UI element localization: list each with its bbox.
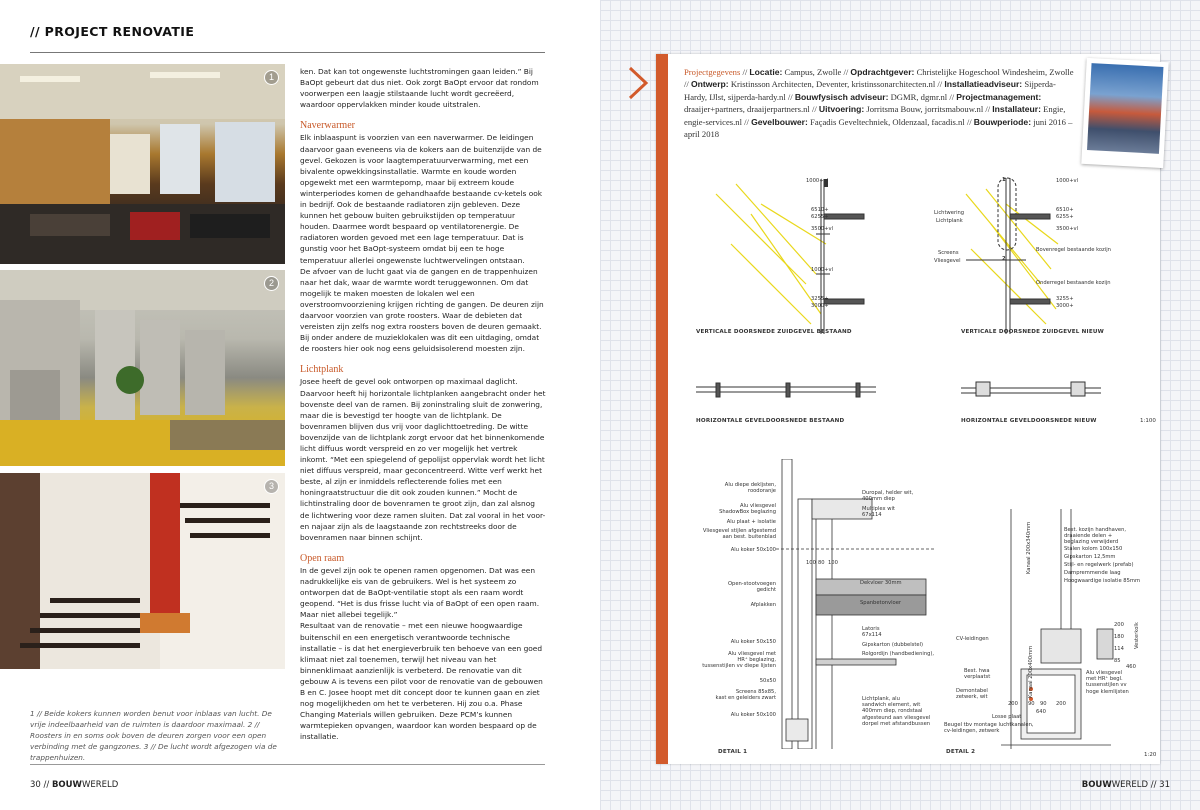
value-projectmanagement: draaijer+partners, draaijerpartners.nl	[684, 104, 810, 115]
detail2-dim: 90	[1040, 701, 1047, 707]
project-info-lead: Projectgegevens	[684, 67, 741, 77]
label-opdrachtgever: Opdrachtgever:	[850, 67, 915, 77]
detail2-dim: 200	[1056, 701, 1066, 707]
drawing-sheet	[656, 54, 1160, 764]
detail1-dim: 80	[818, 560, 825, 566]
title-detail-1: DETAIL 1	[718, 749, 748, 755]
title-detail-2: DETAIL 2	[946, 749, 976, 755]
detail2-label: Stijl- en regelwerk (prefab)	[1064, 562, 1134, 568]
level-label: 3000+	[1056, 303, 1074, 309]
folio-left	[30, 780, 118, 790]
building-photo	[1087, 63, 1163, 154]
detail1-label: Lichtplank, alu sandwich element, wit 400mm diep, rondstaal afgesteund aan vliesgevel dorpel met afstandbussen	[862, 696, 931, 727]
detail2-label: CV-leidingen	[956, 636, 989, 642]
detail2-dim: 85	[1114, 658, 1121, 664]
label-uitvoering: Uitvoering:	[818, 104, 865, 115]
photo-stairwell-illustration	[0, 473, 285, 669]
detail1-label: Alu koker 50x150	[730, 639, 776, 645]
photo-corridor	[0, 270, 285, 466]
detail2-label: Vesterkolk	[1134, 622, 1140, 649]
detail2-label: Best. hwa verplaatst	[964, 668, 991, 681]
page-number-left: 30 //	[30, 780, 52, 790]
detail2-label: Beugel tbv montage luchtkanalen, cv-leidingen, zetwerk	[944, 722, 1034, 735]
marker-2: 2	[1002, 256, 1006, 262]
detail2-label: Gipskarton 12,5mm	[1064, 554, 1116, 560]
detail2-dim: 180	[1114, 634, 1124, 640]
level-label: 3500+vl	[1056, 226, 1079, 232]
detail2-label: Demontabel zetwerk, wit	[956, 688, 988, 701]
heading-naverwarmer: Naverwarmer	[300, 120, 355, 132]
label-onderregel: Onderregel bestaande kozijn	[1036, 280, 1111, 286]
level-label: 3000+	[811, 303, 829, 309]
label-vliesgevel: Vliesgevel	[934, 258, 961, 264]
photo-stairwell	[0, 473, 285, 669]
label-installatieadviseur: Installatieadviseur:	[944, 79, 1023, 90]
paragraph-open-raam-1: In de gevel zijn ook te openen ramen opgenomen. Dat was een nadrukkelijke eis van de gebruikers. Wel is het systeem zo ontworpen dat de BaOpt-ventilatie stopt als een raam wordt geopend. “Het is dus frisse lucht via of BaOpt of een open raam. Maar niet allebei tegelijk.”	[300, 565, 540, 620]
detail1-dim: 100	[828, 560, 838, 566]
photo-number-2: 2	[264, 276, 279, 291]
detail2-dim: 460	[1126, 664, 1136, 670]
detail2-label: Stalen kolom 100x150	[1064, 546, 1123, 552]
level-label: 6255+	[1056, 214, 1074, 220]
photo-office-illustration	[0, 64, 285, 264]
scale-details: 1:20	[1144, 752, 1157, 758]
detail1-label: Multiplex wit 67x114	[862, 506, 895, 519]
detail2-label: Kanaal 200x340mm	[1026, 521, 1032, 574]
label-bouwperiode: Bouwperiode:	[973, 116, 1032, 127]
drawing-horizontal-section-existing	[696, 379, 876, 401]
detail2-dim: 90	[1028, 701, 1035, 707]
title-horizontal-existing: HORIZONTALE GEVELDOORSNEDE BESTAAND	[696, 418, 845, 424]
detail1-label: Open-stootvoegen gedicht	[727, 581, 776, 594]
page-number-right: // 31	[1148, 780, 1170, 790]
level-label: 3500+vl	[811, 226, 834, 232]
footer-rule-left	[30, 764, 545, 765]
value-bouwperiode: juni 2016 – april 2018	[684, 116, 1073, 140]
detail1-label: Alu vliesgevel met HR⁺ beglazing, tussenstijlen vv diepe lijsten	[702, 651, 776, 670]
detail1-label: Alu koker 50x100	[730, 547, 776, 553]
detail1-label: Duropal, helder wit, 400mm diep	[862, 490, 914, 503]
heading-open-raam: Open raam	[300, 552, 345, 564]
detail2-label: Dampremmende laag	[1064, 570, 1121, 576]
heading-lichtplank: Lichtplank	[300, 364, 344, 376]
detail2-label: Hoogwaardige isolatie 85mm	[1064, 578, 1141, 584]
title-horizontal-new: HORIZONTALE GEVELDOORSNEDE NIEUW	[961, 418, 1097, 424]
marker-1: 1	[1002, 177, 1006, 183]
paragraph-lichtplank: Josee heeft de gevel ook ontworpen op maximaal daglicht. Daarvoor heeft hij horizontale lichtplanken aangebracht onder het bovenste deel van de ramen. Bij zoninstraling sluit de zonwering, maar die is bevestigd ter hoogte van de lichtplank. De bovenramen blijven dus vrij voor daglichttoetreding. De witte bovenzijde van de lichtplank zorgt ervoor dat het binnenkomende licht diffuus wordt verspreid en zo ver mogelijk het vertrek inkomt. “Met een spiegelend of gepolijst oppervlak wordt het licht niet diffuus verspreid, maar geconcentreerd. Witte verf werkt het beste, al zijn er inmiddels reflecterende folies met een honingraatstructuur die dit ook zouden kunnen.” Mocht de lichtinstraling door de bovenramen te groot zijn, dan zal alsnog de lichtwering voor deze ramen sluiten. Dat zal vooral in het voor- en najaar zijn als de laagstaande zon rechtstreeks door de bovenramen naar binnen schijnt.	[300, 377, 546, 542]
level-label: 1000+vl	[1056, 178, 1079, 184]
value-installateur: Engie, engie-services.nl	[684, 104, 1066, 127]
magazine-name: WERELD	[81, 780, 119, 790]
detail1-label: Latoris 67x114	[862, 626, 882, 639]
paragraph-naverwarmer-1: Elk inblaaspunt is voorzien van een naverwarmer. De leidingen daarvoor gaan eveneens via de kokers aan de buitenzijde van de gevel. Gekozen is voor laagtemperatuurverwarming, met een bivalente opwekkingsinstallatie. Warmte en koude worden opgewekt met een warmtepomp, maar bij extreem koude winterperiodes komen de gehandhaafde bestaande cv-ketels ook in bedrijf. Ook de bestaande radiatoren zijn gebleven. Deze kunnen het gebouw buiten gebruikstijden op temperatuur houden. Daarmee wordt bespaard op ventilatorenergie. De radiatoren worden gevoed met een lage temperatuur. Dat is gunstig voor het BaOpt-systeem omdat bij een te hoge temperatuur allerlei ongewenste luchtwervelingen ontstaan.	[300, 133, 543, 265]
detail2-dim: 200	[1114, 622, 1124, 628]
value-bouwfysisch: DGMR, dgmr.nl	[890, 91, 948, 102]
accent-bar	[656, 54, 668, 764]
detail1-label: Dekvloer 30mm	[860, 580, 902, 586]
label-screens: Screens	[938, 250, 959, 256]
detail1-dim: 100	[806, 560, 816, 566]
magazine-name-bold: BOUW	[51, 780, 82, 790]
level-label: 6255+	[811, 214, 829, 220]
drawing-vertical-section-new	[946, 174, 1146, 344]
detail1-label: Alu plaat + isolatie	[726, 519, 776, 525]
value-installatieadviseur: Sijperda-Hardy, IJlst, sijperda-hardy.nl	[684, 79, 1056, 102]
value-opdrachtgever: Christelijke Hogeschool Windesheim, Zwolle	[916, 67, 1074, 77]
value-locatie: Campus, Zwolle	[784, 67, 842, 77]
label-lichtplank: Lichtplank	[936, 218, 963, 224]
title-vertical-new: VERTICALE DOORSNEDE ZUIDGEVEL NIEUW	[961, 329, 1104, 335]
article-intro: ken. Dat kan tot ongewenste luchtstromingen gaan leiden.” Bij BaOpt gebeurt dat dus niet. Ook zorgt BaOpt ervoor dat rondom voorwerpen een laagje stilstaande lucht wordt gecreëerd, waardoor oppervlakken minder koude uitstralen.	[300, 67, 539, 110]
value-ontwerp: Kristinsson Architecten, Deventer, kristinssonarchitecten.nl	[730, 79, 936, 90]
level-label: 3255+	[811, 296, 829, 302]
detail2-label: Losse plaat	[992, 714, 1022, 720]
detail1-label: 50x50	[759, 678, 776, 684]
level-label: 1000+vl	[806, 178, 829, 184]
paragraph-naverwarmer-2: De afvoer van de lucht gaat via de gangen en de trappenhuizen naar het dak, waar de warmte wordt teruggewonnen. Om dat mogelijk te maken moesten de lokalen wel een overstroomvoorziening krijgen richting de gangen. De deuren zijn daarvoor voorzien van grote roosters. Waar de debieten dat vereisten zijn zelfs nog extra roosters boven de deuren gemaakt. Bij onder andere de muzieklokalen was dit een uitdaging, omdat de roosters hier ook nog eens geluidsisolerend moesten zijn.	[300, 266, 544, 354]
detail2-label: Alu vliesgevel met HR⁺ begl. tussenstijlen vv hoge klemlijsten	[1086, 670, 1129, 695]
chevron-right-icon	[626, 66, 650, 100]
detail1-label: Alu vliesgevel ShadowBox beglazing	[719, 503, 776, 516]
level-label: 1000+vl	[811, 267, 834, 273]
photo-office-interior	[0, 64, 285, 264]
label-ontwerp: Ontwerp:	[690, 79, 729, 90]
value-gevelbouwer: Façadis Geveltechniek, Oldenzaal, facadis.nl	[810, 116, 965, 127]
detail1-label: Vliesgevel stijlen afgestemd aan best. buitenblad	[702, 528, 776, 541]
header-rule	[30, 52, 545, 53]
detail2-label: Kanaal 200x400mm	[1028, 645, 1034, 698]
photo-corridor-illustration	[0, 270, 285, 466]
detail2-dim: 200	[1008, 701, 1018, 707]
drawing-vertical-section-existing	[696, 174, 886, 344]
section-header: // PROJECT RENOVATIE	[30, 24, 195, 39]
label-bovenregel: Bovenregel bestaande kozijn	[1036, 247, 1111, 253]
detail1-label: Gipskarton (dubbelstel)	[862, 642, 924, 648]
detail1-label: Alu koker 50x100	[730, 712, 776, 718]
level-label: 3255+	[1056, 296, 1074, 302]
detail1-label: Screens 85x85, kast en geleiders zwart	[715, 689, 776, 702]
photo-number-3: 3	[264, 479, 279, 494]
detail2-dim: 640	[1036, 709, 1046, 715]
level-label: 6510+	[1056, 207, 1074, 213]
label-lichtwering: Lichtwering	[934, 210, 965, 216]
folio-right	[1082, 780, 1170, 790]
drawing-horizontal-section-new	[961, 376, 1101, 402]
label-installateur: Installateur:	[992, 104, 1042, 115]
photo-number-1: 1	[264, 70, 279, 85]
paragraph-open-raam-2: Resultaat van de renovatie – met een nieuwe hoogwaardige buitenschil en een energetisch verantwoorde technische installatie – is dat het energieverbruik ten behoeve van een goed klimaat niet zal toenemen, terwijl het niveau van het binnenklimaat aanzienlijk is verbeterd. De renovatie van dit gebouw A is tevens een pilot voor de renovatie van de gebouwen B en C. Josee hoopt met dit concept door te kunnen gaan en ziet nog mogelijkheden om het te verbeteren. Hij zou o.a. Phase Changing Materials willen gebruiken. Deze PCM’s kunnen warmtepieken opvangen, waardoor kan worden bespaard op de installatie.	[300, 621, 543, 742]
detail1-label: Afplakken	[750, 602, 776, 608]
label-gevelbouwer: Gevelbouwer:	[751, 116, 808, 127]
article-body	[300, 66, 546, 742]
building-photo-polaroid	[1081, 58, 1168, 168]
detail1-label: Rolgordijn (handbediening),	[862, 651, 935, 657]
scale-top: 1:100	[1140, 418, 1156, 424]
level-label: 6510+	[811, 207, 829, 213]
magazine-name: WERELD	[1111, 780, 1149, 790]
value-uitvoering: Jorritsma Bouw, jorritsmabouw.nl	[866, 104, 984, 115]
label-bouwfysisch: Bouwfysisch adviseur:	[794, 91, 889, 102]
detail2-dim: 114	[1114, 646, 1124, 652]
label-locatie: Locatie:	[749, 67, 783, 77]
label-projectmanagement: Projectmanagement:	[956, 91, 1042, 102]
title-vertical-existing: VERTICALE DOORSNEDE ZUIDGEVEL BESTAAND	[696, 329, 852, 335]
detail1-label: Alu diepe dekljsten, roodoranje	[724, 482, 776, 495]
project-info: Projectgegevens // Locatie: Campus, Zwolle // Opdrachtgever: Christelijke Hogeschool Windesheim, Zwolle // Ontwerp: Kristinsson Architecten, Deventer, kristinssonarchitecten.nl // Installatieadviseur: Sijperda-Hardy, IJlst, sijperda-hardy.nl // Bouwfysisch adviseur: DGMR, dgmr.nl // Projectmanagement: draaijer+partners, draaijerpartners.nl // Uitvoering: Jorritsma Bouw, jorritsmabouw.nl // Installateur: Engie, engie-services.nl // Gevelbouwer: Façadis Geveltechniek, Oldenzaal, facadis.nl // Bouwperiode: juni 2016 – april 2018	[684, 67, 1074, 140]
magazine-name-bold: BOUW	[1081, 780, 1112, 790]
detail2-label: Best. kozijn handhaven, draaiende delen + beglazing verwijderd	[1064, 527, 1127, 546]
detail1-label: Spanbetonvloer	[860, 600, 902, 606]
photo-caption: 1 // Beide kokers kunnen worden benut voor inblaas van lucht. De vrije indeelbaarheid van de ruimten is daardoor maximaal. 2 // Roosters in en soms ook boven de deuren zorgen voor een open verbinding met de gangzones. 3 // De lucht wordt afgezogen via de trappenhuizen.	[30, 709, 277, 762]
